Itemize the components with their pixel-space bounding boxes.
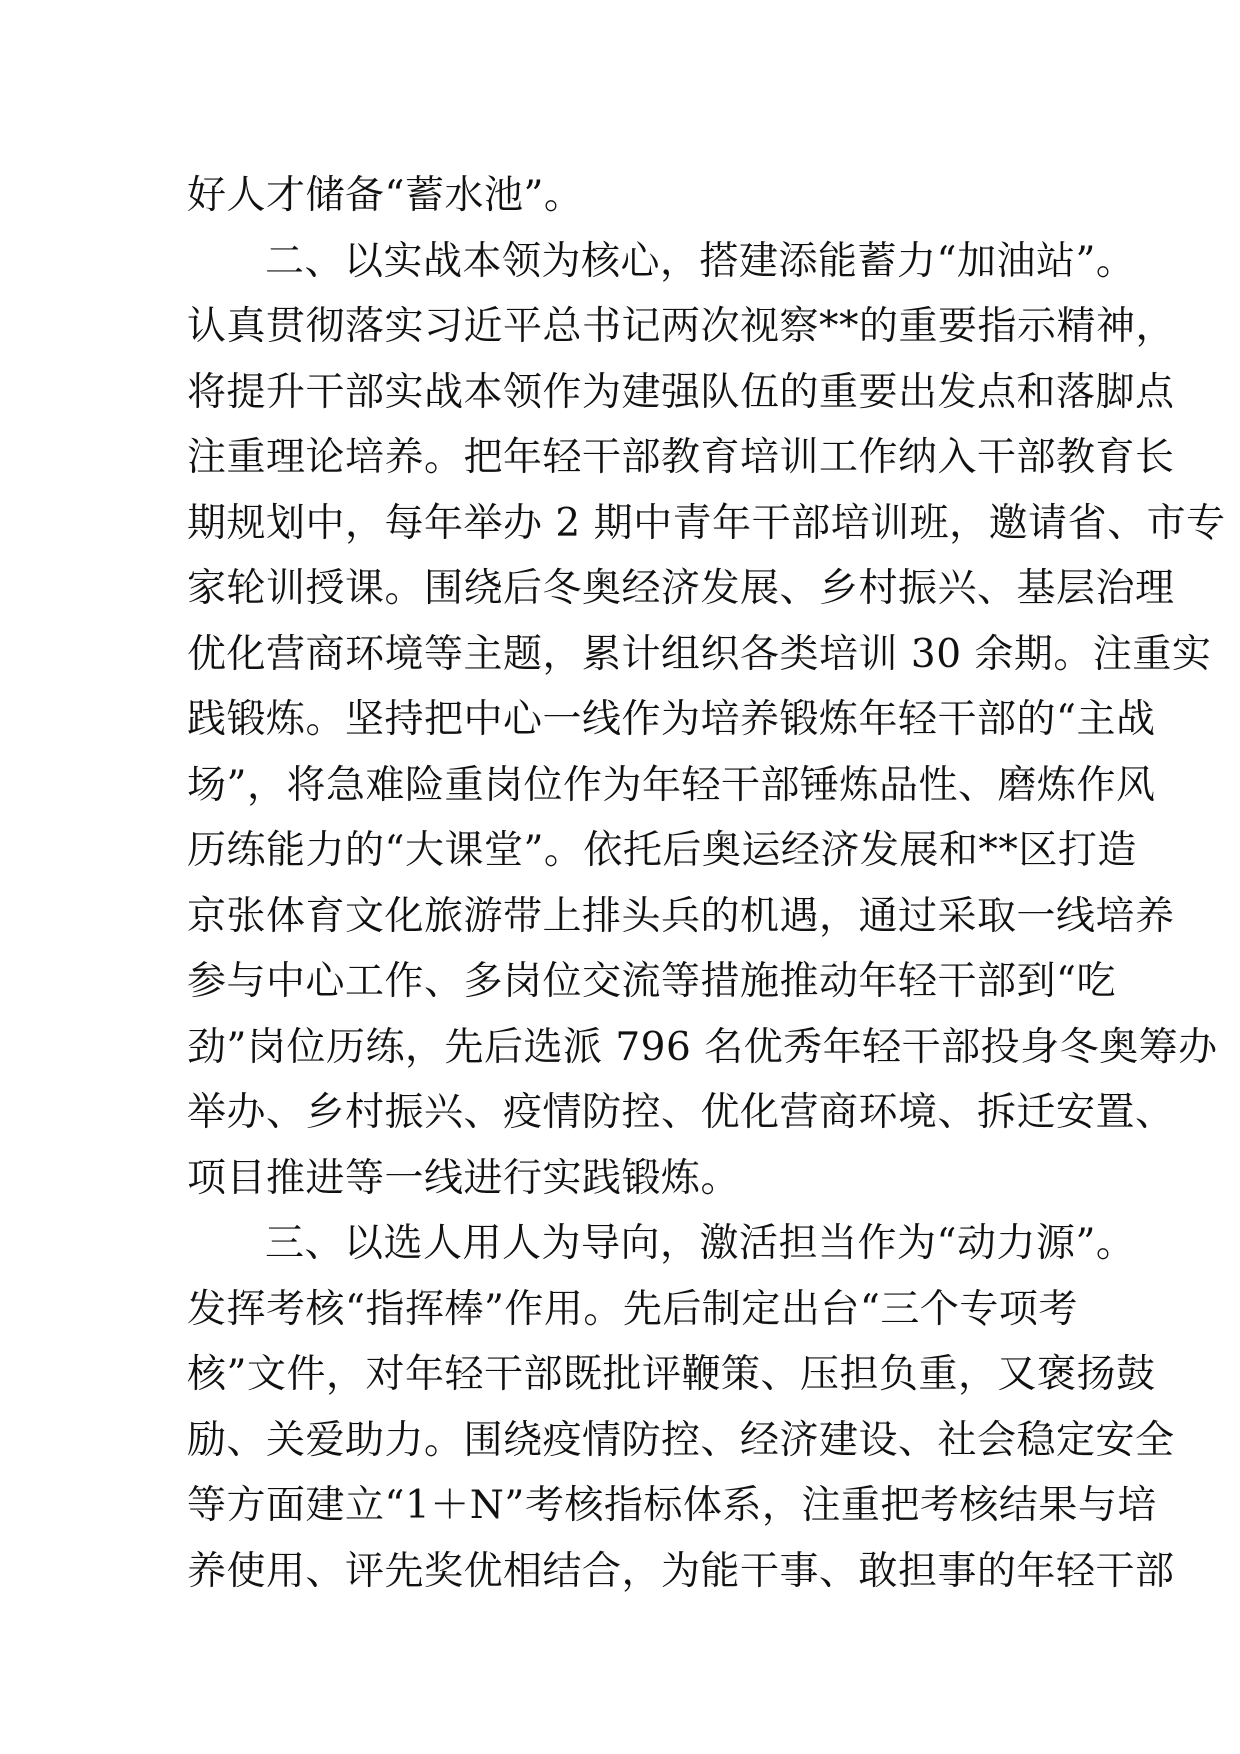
text-line: 劲”岗位历练，先后选派 796 名优秀年轻干部投身冬奥筹办 (187, 1024, 1218, 1070)
text-line: 历练能力的“大课堂”。依托后奥运经济发展和**区打造 (187, 828, 1137, 873)
text-line: 好人才储备“蓄水池”。 (187, 173, 584, 218)
text-line: 注重理论培养。把年轻干部教育培训工作纳入干部教育长 (187, 435, 1175, 480)
text-line: 核”文件，对年轻干部既批评鞭策、压担负重，又褒扬鼓 (187, 1352, 1156, 1397)
text-line: 优化营商环境等主题，累计组织各类培训 30 余期。注重实 (187, 631, 1212, 677)
text-line: 期规划中，每年举办 2 期中青年干部培训班，邀请省、市专 (187, 500, 1226, 546)
section-heading-2: 二、以实战本领为核心，搭建添能蓄力“加油站”。 (265, 238, 1136, 284)
text-line: 将提升干部实战本领作为建强队伍的重要出发点和落脚点 (187, 369, 1175, 415)
text-line: 项目推进等一线进行实践锻炼。 (187, 1155, 741, 1201)
text-line: 认真贯彻落实习近平总书记两次视察**的重要指示精神， (187, 304, 1176, 349)
text-line: 京张体育文化旅游带上排头兵的机遇，通过采取一线培养 (187, 893, 1175, 939)
text-line: 家轮训授课。围绕后冬奥经济发展、乡村振兴、基层治理 (187, 566, 1175, 611)
section-heading-3: 三、以选人用人为导向，激活担当作为“动力源”。 (265, 1221, 1136, 1266)
text-line: 发挥考核“指挥棒”作用。先后制定出台“三个专项考 (187, 1286, 1078, 1332)
text-line: 等方面建立“1＋N”考核指标体系，注重把考核结果与培 (187, 1483, 1157, 1528)
text-line: 参与中心工作、多岗位交流等措施推动年轻干部到“吃 (187, 959, 1116, 1004)
body-text (187, 163, 1226, 1604)
text-line: 励、关爱助力。围绕疫情防控、经济建设、社会稳定安全 (187, 1417, 1175, 1463)
text-line: 践锻炼。坚持把中心一线作为培养锻炼年轻干部的“主战 (187, 697, 1156, 742)
text-line: 养使用、评先奖优相结合，为能干事、敢担事的年轻干部 (187, 1548, 1175, 1594)
text-line: 场”，将急难险重岗位作为年轻干部锤炼品性、磨炼作风 (187, 762, 1156, 808)
text-line: 举办、乡村振兴、疫情防控、优化营商环境、拆迁安置、 (187, 1090, 1175, 1135)
